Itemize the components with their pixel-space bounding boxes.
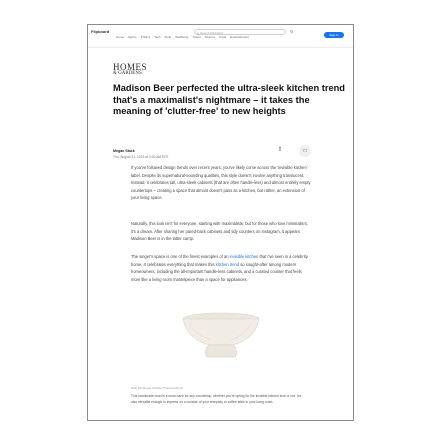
nav-item[interactable]: Travel	[192, 35, 201, 39]
top-navigation-bar	[88, 25, 353, 48]
search-placeholder: Search Flipboard	[200, 31, 223, 35]
article-paragraph: Naturally, this look isn't for everyone, starting with maximalists, but for those who love minimalism, it's a dream. After sharing her pared-back cabinets and tidy counters on Instagram, it appears Madison Beer is in the latter camp.	[131, 221, 309, 241]
paragraph-text: The singer's space is one of the finest examples of an	[131, 254, 230, 259]
search-icon: ⚲	[197, 32, 200, 36]
sign-in-button[interactable]: Sign In	[324, 32, 344, 38]
search-input[interactable]	[194, 29, 286, 35]
publisher-logo[interactable]	[113, 63, 147, 76]
nav-item[interactable]: Politics	[140, 35, 151, 39]
nav-item[interactable]: Science	[204, 35, 216, 39]
article-paragraph	[131, 253, 311, 283]
publisher-logo-line1: HOMES	[113, 62, 148, 72]
publisher-logo-line2: & GARDENS	[113, 71, 142, 76]
nav-item[interactable]: Entertainment	[230, 35, 249, 39]
article-paragraph: If you've followed design trends over recent years, you've likely come across the 'invisible kitchen' label. Despite its supernatural-sounding qualities, this style doesn't involve anything translucent. Instead, it celebrates tall, ultra-sleek cabinets (that are often handle-less) and almost entirely empty countertops – creating a space that almost doesn't pass as a kitchen, but rather, an extension of your living space.	[131, 165, 311, 200]
kitchen-trend-link[interactable]: kitchen trend	[215, 261, 240, 267]
nav-item[interactable]: Home	[116, 35, 125, 39]
category-nav	[116, 35, 249, 39]
image-caption: Mule Plio Repair Sculptor Pinewood Bowl	[131, 386, 183, 390]
site-logo[interactable]: Flipboard	[91, 29, 110, 34]
nav-item[interactable]: Wellbeing	[175, 35, 189, 39]
nav-item[interactable]: Tech	[154, 35, 161, 39]
product-description: This handmade bowl is a must-have for any countertop, whether you're opting for the invisible kitchen look or not. It's also versatile enough to impress on a console of your entryway or coffee table in your living room.	[131, 394, 302, 405]
nav-item[interactable]: Food	[219, 35, 227, 39]
comment-icon[interactable]: □	[299, 145, 311, 157]
product-image-bowl	[131, 309, 311, 379]
pinewood-bowl-illustration	[131, 309, 311, 379]
publish-date: Thu, August 31, 2023 at 3:30 AM EDT	[113, 155, 169, 159]
browser-page	[87, 24, 354, 421]
author-name[interactable]: Megan Slack	[113, 149, 135, 153]
article-headline: Madison Beer perfected the ultra-sleek kitchen trend that's a maximalist's nightmare – it takes the meaning of 'clutter-free' to new heights	[113, 83, 345, 116]
share-icon[interactable]: ⇧	[277, 147, 283, 153]
nav-item[interactable]: Sports	[128, 35, 137, 39]
nav-item[interactable]: Style	[164, 35, 172, 39]
paragraph-text: that I've seen in a celebrity home. It celebrates everything that makes this	[131, 254, 308, 267]
paragraph-text: so sought-after among modern homeowners, including the all-important handle-less cabinets, and a curated counter that feels more like a living room mantelpiece than a space for appliances.	[131, 261, 302, 282]
refresh-icon[interactable]: ↻	[290, 29, 294, 34]
invisible-kitchen-link[interactable]: invisible kitchen	[229, 254, 259, 259]
